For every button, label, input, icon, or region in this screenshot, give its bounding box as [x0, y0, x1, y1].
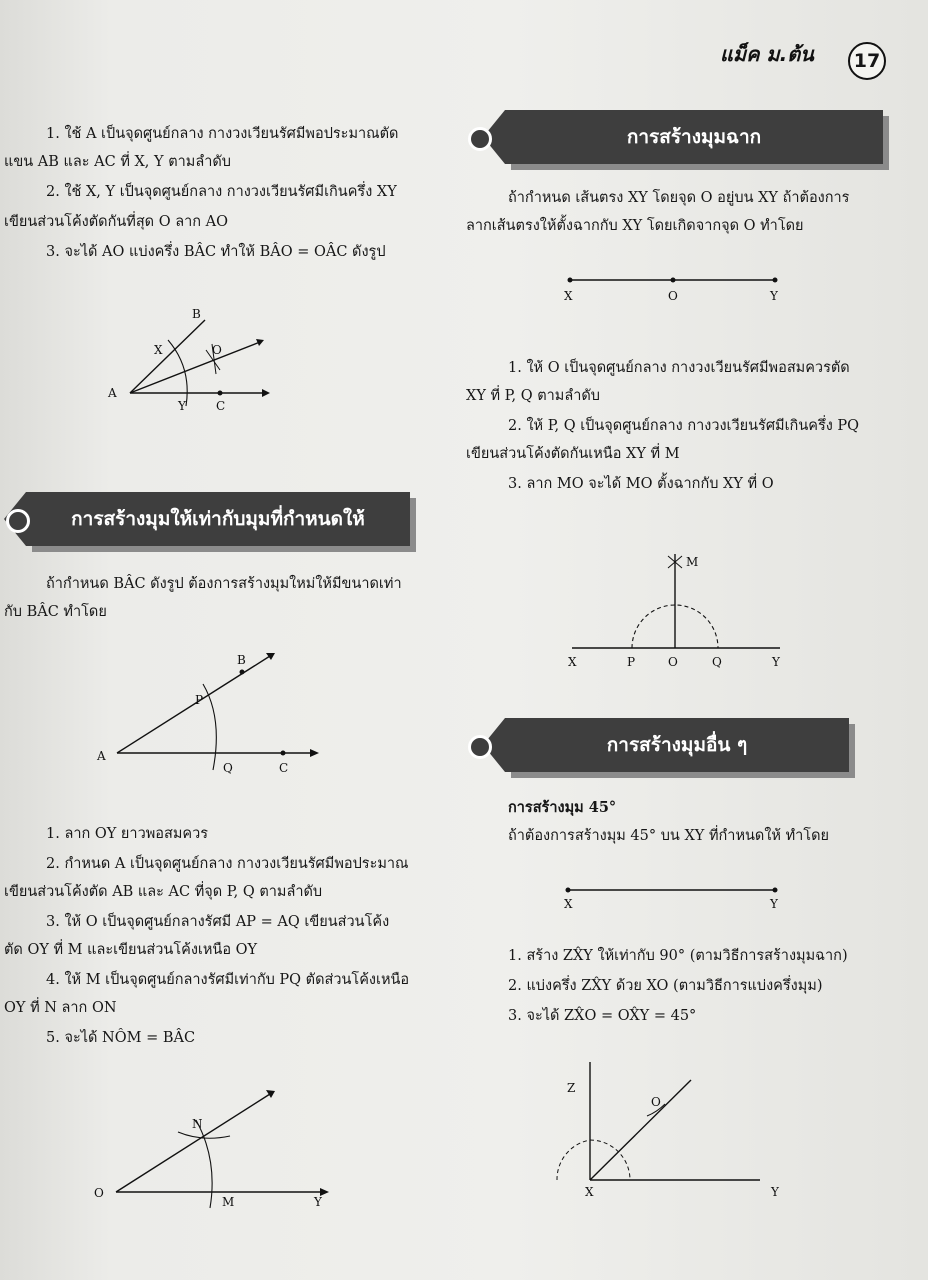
label-y3: Y: [770, 289, 778, 303]
label-n: N: [192, 1117, 203, 1131]
perp-step-3: 3. ลาก MO จะได้ MO ตั้งฉากกับ XY ที่ O: [508, 476, 774, 492]
bisector-step-1b: แขน AB และ AC ที่ X, Y ตามลำดับ: [4, 154, 231, 170]
bisector-step-1a: 1. ใช้ A เป็นจุดศูนย์กลาง กางวงเวียนรัศมีพอประมาณตัด: [46, 126, 399, 142]
given-angle-figure: [95, 648, 330, 778]
perp-step-1a: 1. ให้ O เป็นจุดศูนย์กลาง กางวงเวียนรัศมีพอสมควรตัด: [508, 360, 850, 376]
angle-45-figure: [545, 1058, 805, 1198]
copy-step-4a: 4. ให้ M เป็นจุดศูนย์กลางรัศมีเท่ากับ PQ ตัดส่วนโค้งเหนือ: [46, 972, 410, 988]
angle-45-heading: การสร้างมุม 45°: [508, 799, 617, 816]
perp-line-figure: [560, 268, 790, 308]
angle-45-intro: ถ้าต้องการสร้างมุม 45° บน XY ที่กำหนดให้ ทำโดย: [508, 828, 829, 844]
label-y2: Y: [314, 1195, 322, 1209]
label-o5: O: [651, 1095, 661, 1109]
label-b2: B: [237, 653, 246, 667]
perp-step-2b: เขียนส่วนโค้งตัดกันเหนือ XY ที่ M: [466, 446, 680, 462]
label-m2: M: [686, 555, 699, 569]
copy-angle-banner: [26, 492, 410, 546]
label-a2: A: [97, 749, 106, 763]
angle-45-step-2: 2. แบ่งครึ่ง ZX̂Y ด้วย XO (ตามวิธีการแบ่งครึ่งมุม): [508, 978, 823, 994]
label-x4: X: [568, 655, 577, 669]
perp-step-2a: 2. ให้ P, Q เป็นจุดศูนย์กลาง กางวงเวียนรัศมีเกินครึ่ง PQ: [508, 418, 860, 434]
bisector-step-3: 3. จะได้ AO แบ่งครึ่ง BÂC ทำให้ BÂO = OÂC ดังรูป: [46, 244, 386, 260]
label-o: O: [212, 343, 222, 357]
bisector-step-2a: 2. ใช้ X, Y เป็นจุดศูนย์กลาง กางวงเวียนรัศมีเกินครึ่ง XY: [46, 184, 397, 200]
perp-step-1b: XY ที่ P, Q ตามลำดับ: [466, 388, 600, 404]
label-x3: X: [564, 289, 573, 303]
label-q: Q: [223, 761, 233, 775]
bisector-step-2b: เขียนส่วนโค้งตัดกันที่สุด O ลาก AO: [4, 214, 228, 230]
label-x5: X: [564, 897, 573, 911]
label-p2: P: [627, 655, 636, 669]
label-x6: X: [585, 1185, 594, 1199]
right-angle-banner: [505, 110, 883, 164]
perp-intro-2: ลากเส้นตรงให้ตั้งฉากกับ XY โดยเกิดจากจุด O ทำโดย: [466, 218, 804, 234]
angle-45-step-3: 3. จะได้ ZX̂O = OX̂Y = 45°: [508, 1008, 697, 1024]
label-m: M: [222, 1195, 235, 1209]
label-c2: C: [279, 761, 289, 775]
label-o3: O: [668, 289, 678, 303]
copy-step-2b: เขียนส่วนโค้งตัด AB และ AC ที่จุด P, Q ตามลำดับ: [4, 884, 323, 900]
label-o4: O: [668, 655, 678, 669]
other-angles-banner-title: การสร้างมุมอื่น ๆ: [606, 734, 748, 756]
copy-step-5: 5. จะได้ NÔM = BÂC: [46, 1030, 196, 1046]
label-y4: Y: [772, 655, 780, 669]
right-angle-banner-title: การสร้างมุมฉาก: [626, 126, 762, 148]
copy-step-2a: 2. กำหนด A เป็นจุดศูนย์กลาง กางวงเวียนรัศมีพอประมาณ: [46, 856, 409, 872]
label-y: Y: [178, 399, 186, 413]
label-y6: Y: [771, 1185, 779, 1199]
copy-step-3a: 3. ให้ O เป็นจุดศูนย์กลางรัศมี AP = AQ เขียนส่วนโค้ง: [46, 914, 390, 930]
label-q2: Q: [712, 655, 722, 669]
copy-step-1: 1. ลาก OY ยาวพอสมควร: [46, 826, 209, 842]
copy-step-4b: OY ที่ N ลาก ON: [4, 1000, 117, 1016]
other-angles-banner: [505, 718, 849, 772]
perpendicular-figure: [560, 548, 800, 672]
copied-angle-figure: [92, 1080, 342, 1210]
book-logo: แม็ค ม.ต้น: [720, 42, 814, 66]
xy-segment-figure: [560, 880, 790, 916]
copy-angle-intro-1: ถ้ากำหนด BÂC ดังรูป ต้องการสร้างมุมใหม่ให้มีขนาดเท่า: [46, 576, 402, 592]
copy-angle-banner-title: การสร้างมุมให้เท่ากับมุมที่กำหนดให้: [71, 508, 365, 530]
perp-intro-1: ถ้ากำหนด เส้นตรง XY โดยจุด O อยู่บน XY ถ้าต้องการ: [508, 190, 850, 206]
copy-step-3b: ตัด OY ที่ M และเขียนส่วนโค้งเหนือ OY: [4, 942, 258, 958]
label-y5: Y: [770, 897, 778, 911]
label-a: A: [108, 386, 117, 400]
tag-ring-icon: [6, 509, 30, 533]
tag-ring-icon: [468, 127, 492, 151]
bisector-figure: [100, 300, 270, 420]
angle-45-step-1: 1. สร้าง ZX̂Y ให้เท่ากับ 90° (ตามวิธีการสร้างมุมฉาก): [508, 948, 848, 964]
tag-ring-icon: [468, 735, 492, 759]
label-b: B: [192, 307, 201, 321]
label-p: P: [195, 693, 204, 707]
copy-angle-intro-2: กับ BÂC ทำโดย: [4, 604, 107, 620]
label-c: C: [216, 399, 226, 413]
label-z: Z: [567, 1081, 576, 1095]
page-number: 17: [848, 42, 886, 80]
label-o2: O: [94, 1186, 104, 1200]
label-x: X: [154, 343, 163, 357]
